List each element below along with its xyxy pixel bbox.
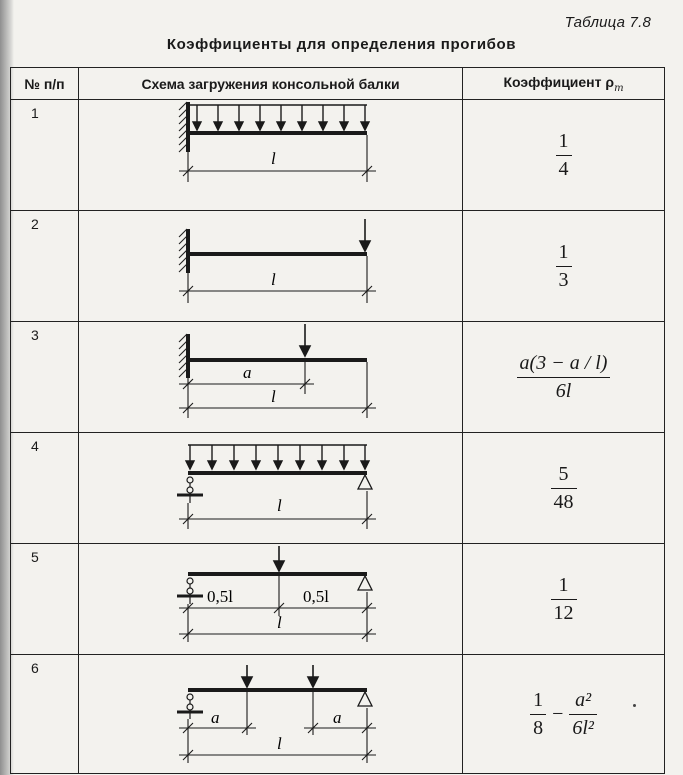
header-row — [11, 68, 665, 100]
row-number: 6 — [11, 655, 79, 774]
scheme-diagram — [79, 544, 463, 654]
loading-scheme — [79, 544, 463, 655]
print-speck — [633, 704, 636, 707]
point-load-arrow-icon — [300, 324, 310, 356]
span-label: l — [277, 734, 282, 753]
distributed-load-arrows-icon — [186, 445, 369, 469]
half-span-right-label: 0,5l — [303, 587, 329, 606]
scheme-diagram — [79, 100, 463, 210]
header-scheme: Схема загружения консольной балки — [79, 68, 463, 100]
coefficient-cell — [463, 322, 665, 433]
half-span-left-label: 0,5l — [207, 587, 233, 606]
distance-a-left-label: a — [211, 708, 220, 727]
minus-sign: − — [552, 702, 564, 725]
roller-support-icon — [358, 692, 372, 706]
scheme-diagram — [79, 211, 463, 321]
row-number: 2 — [11, 211, 79, 322]
coefficient-fraction: $\frac{1}{4}$ — [556, 130, 572, 181]
row-number: 5 — [11, 544, 79, 655]
span-label: l — [277, 613, 282, 632]
deflection-coefficient-table — [10, 67, 665, 774]
table-row — [11, 322, 665, 433]
coefficient-cell — [463, 211, 665, 322]
distributed-load-arrows-icon — [193, 105, 369, 130]
row-number: 4 — [11, 433, 79, 544]
point-load-arrows-icon — [242, 665, 318, 687]
roller-support-icon — [358, 475, 372, 489]
span-label: l — [271, 270, 276, 289]
table-row — [11, 655, 665, 774]
coefficient-fraction: $\frac{\text{a²}}{\text{6l²}}$ — [569, 689, 597, 740]
pinned-support-icon — [177, 578, 203, 604]
coefficient-cell — [463, 433, 665, 544]
row-number: 1 — [11, 100, 79, 211]
table-row — [11, 544, 665, 655]
distance-a-label: a — [243, 363, 252, 382]
distance-a-right-label: a — [333, 708, 342, 727]
table-row — [11, 211, 665, 322]
loading-scheme — [79, 655, 463, 774]
span-label: l — [271, 387, 276, 406]
coefficient-fraction: $\frac{a(3 - a / l)}{6l}$ — [517, 352, 611, 403]
pinned-support-icon — [177, 477, 203, 503]
table-row — [11, 100, 665, 211]
point-load-arrow-icon — [274, 546, 284, 571]
loading-scheme — [79, 211, 463, 322]
coefficient-cell — [463, 100, 665, 211]
scheme-diagram — [79, 655, 463, 773]
coefficient-expression — [530, 689, 597, 740]
row-number: 3 — [11, 322, 79, 433]
loading-scheme — [79, 433, 463, 544]
loading-scheme — [79, 322, 463, 433]
loading-scheme — [79, 100, 463, 211]
span-label: l — [271, 149, 276, 168]
roller-support-icon — [358, 576, 372, 590]
header-coefficient: Коэффициент $\rho_m$ — [463, 68, 665, 100]
scheme-diagram — [79, 322, 463, 432]
coefficient-fraction: $\frac{1}{12}$ — [551, 574, 577, 625]
table-title: Коэффициенты для определения прогибов — [166, 36, 517, 53]
table-row — [11, 433, 665, 544]
scheme-diagram — [79, 433, 463, 543]
coefficient-cell — [463, 544, 665, 655]
coefficient-subscript: m — [614, 83, 624, 94]
span-label: l — [277, 496, 282, 515]
coefficient-cell — [463, 655, 665, 774]
point-load-arrow-icon — [360, 219, 370, 251]
pinned-support-icon — [177, 694, 203, 719]
coefficient-fraction: $\frac{1}{3}$ — [556, 241, 572, 292]
coefficient-fraction: $\frac{5}{48}$ — [551, 463, 577, 514]
coefficient-fraction: $\frac{1}{8}$ — [530, 689, 546, 740]
table-caption: Таблица 7.8 — [564, 14, 651, 31]
header-num: № п/п — [11, 68, 79, 100]
